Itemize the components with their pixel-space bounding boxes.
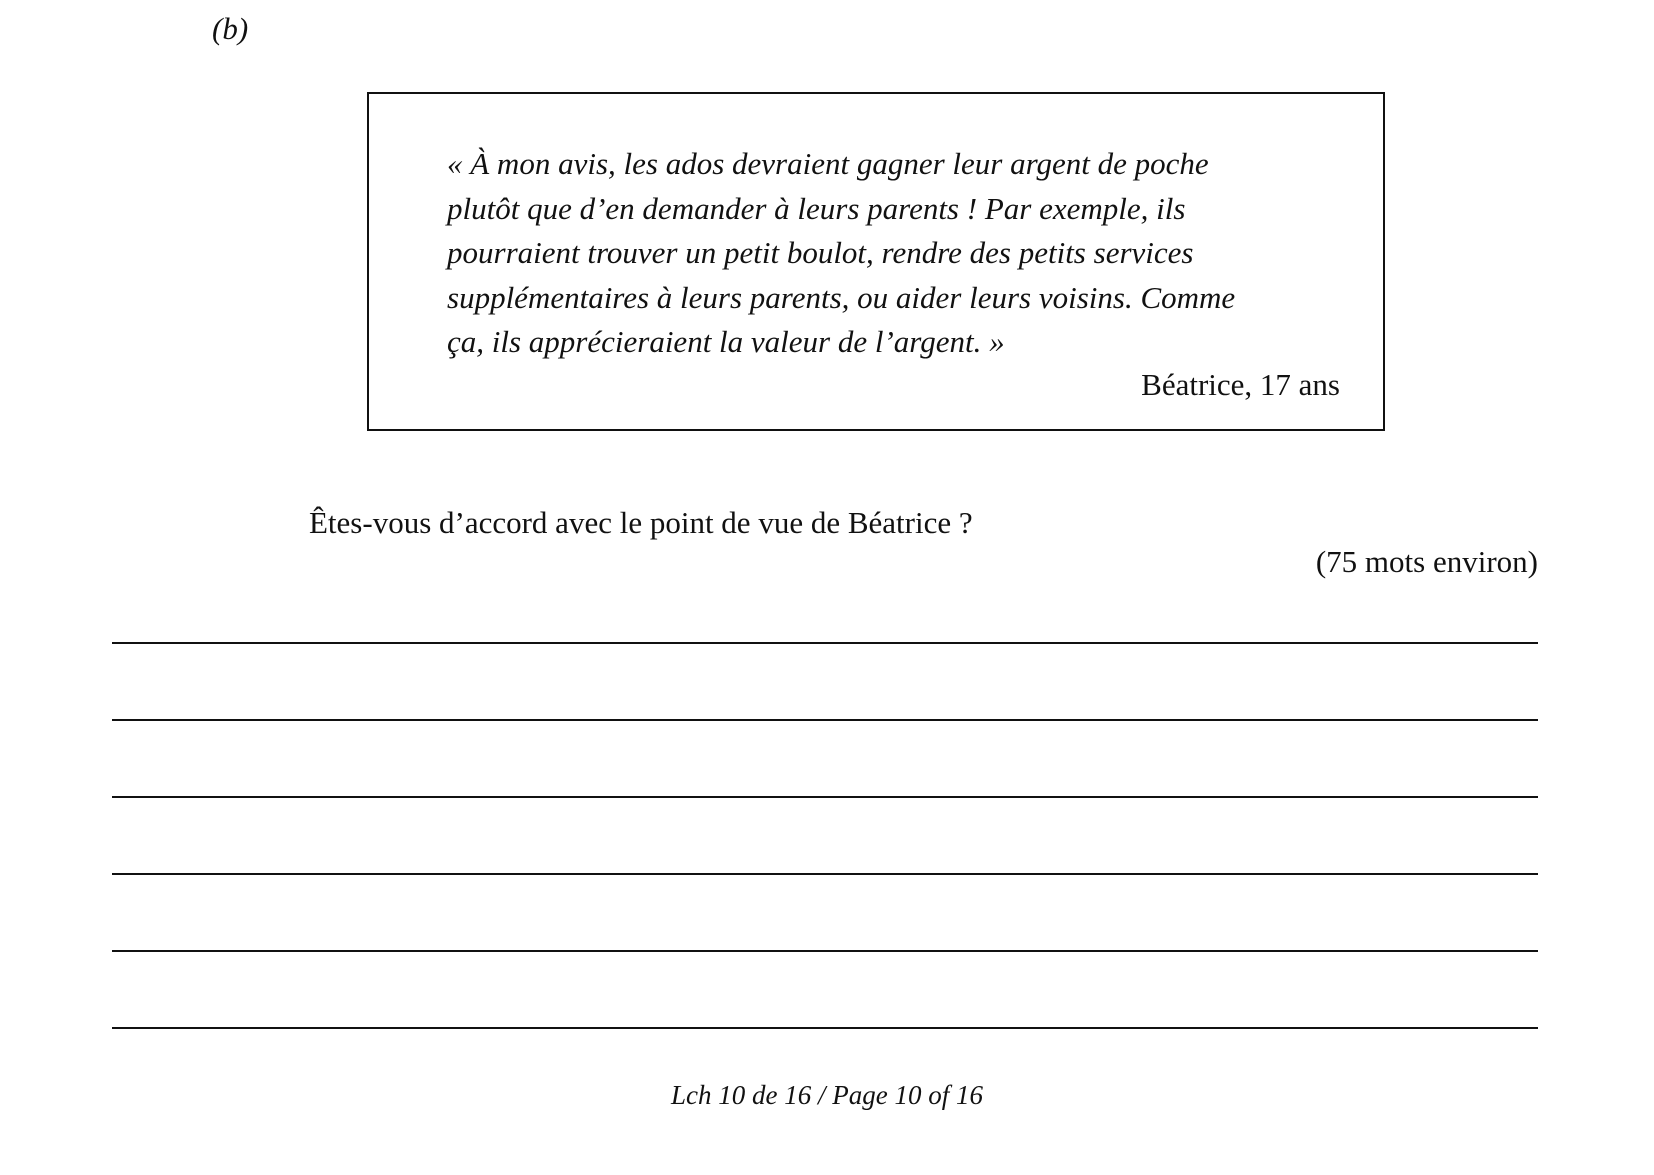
quote-line: plutôt que d’en demander à leurs parents ! Par exemple, ils xyxy=(447,190,1186,226)
quote-line: supplémentaires à leurs parents, ou aider leurs voisins. Comme xyxy=(447,279,1236,315)
quote-line: ça, ils apprécieraient la valeur de l’argent. » xyxy=(447,324,1005,359)
page-footer: Lch 10 de 16 / Page 10 of 16 xyxy=(671,1080,983,1110)
answer-line-5[interactable] xyxy=(112,950,1538,952)
answer-line-2[interactable] xyxy=(112,719,1538,721)
answer-line-6[interactable] xyxy=(112,1027,1538,1029)
question-text: Êtes-vous d’accord avec le point de vue de Béatrice ? xyxy=(309,505,973,540)
quote-author: Béatrice, 17 ans xyxy=(1141,367,1340,402)
answer-line-3[interactable] xyxy=(112,796,1538,798)
part-label: (b) xyxy=(212,11,249,46)
quote-line: « À mon avis, les ados devraient gagner leur argent de poche xyxy=(447,146,1209,181)
answer-line-4[interactable] xyxy=(112,873,1538,875)
quote-line: pourraient trouver un petit boulot, rendre des petits services xyxy=(447,235,1194,270)
quote-box xyxy=(367,92,1385,431)
word-count-hint: (75 mots environ) xyxy=(1315,544,1538,579)
quote-text xyxy=(447,142,1327,365)
answer-line-1[interactable] xyxy=(112,642,1538,644)
